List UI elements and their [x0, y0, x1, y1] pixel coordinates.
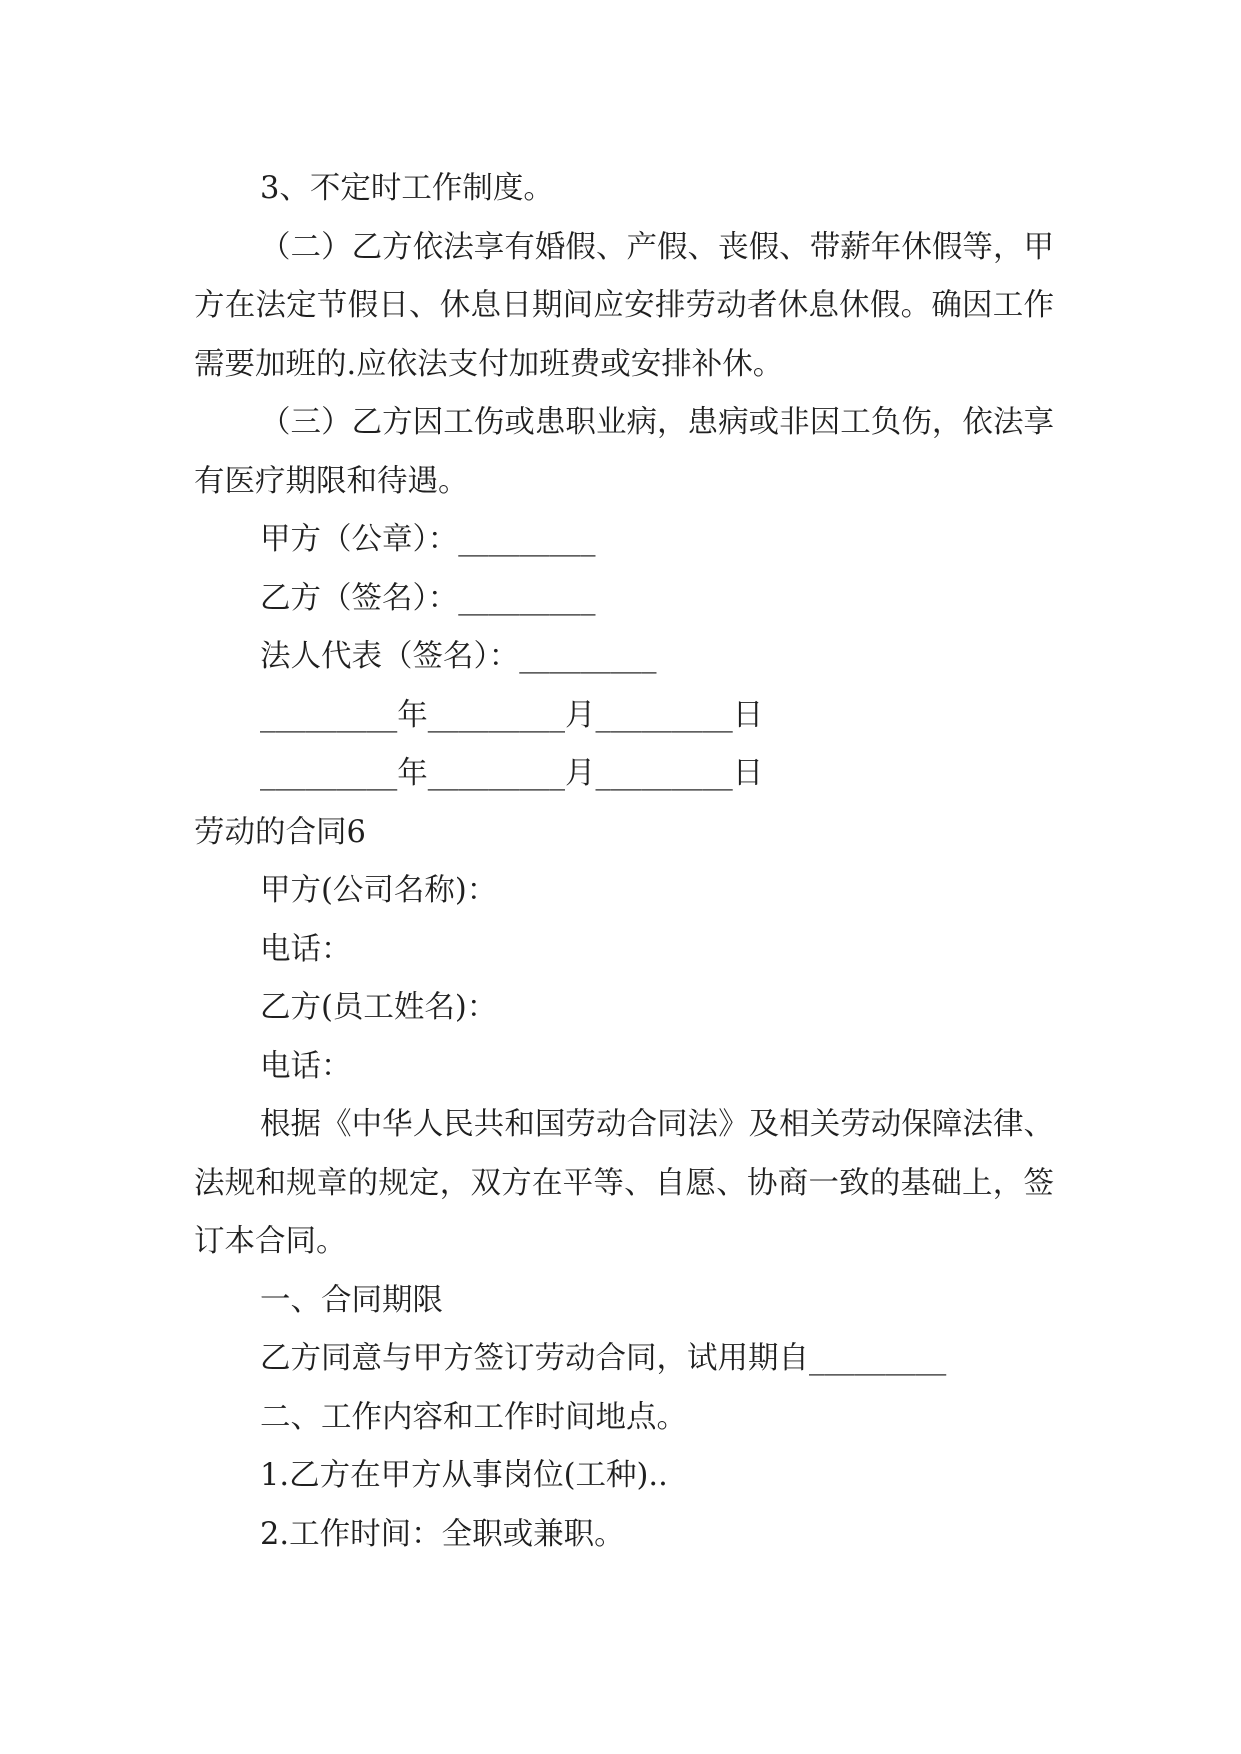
party-b-employee-name: 乙方(员工姓名)： — [260, 990, 498, 1025]
item-working-time: 2.工作时间：全职或兼职。 — [260, 1516, 625, 1552]
clause-heading-work-content: 二、工作内容和工作时间地点。 — [260, 1399, 687, 1435]
document-body — [194, 160, 1054, 1564]
party-b-phone: 电话： — [260, 1048, 352, 1084]
item-position: 1.乙方在甲方从事岗位(工种).. — [260, 1458, 668, 1493]
paragraph-leave-rights: （二）乙方依法享有婚假、产假、丧假、带薪年休假等，甲方在法定节假日、休息日期间应安排劳动者休息休假。确因工作需要加班的.应依法支付加班费或安排补休。 — [194, 229, 1054, 382]
paragraph-injury-medical: （三）乙方因工伤或患职业病，患病或非因工负伤，依法享有医疗期限和待遇。 — [194, 405, 1054, 499]
clause-heading-contract-term: 一、合同期限 — [260, 1282, 443, 1318]
signature-legal-representative: 法人代表（签名）：_________ — [260, 639, 657, 674]
section-heading-contract-6: 劳动的合同6 — [194, 814, 366, 850]
paragraph-legal-basis: 根据《中华人民共和国劳动合同法》及相关劳动保障法律、法规和规章的规定，双方在平等、自愿、协商一致的基础上，签订本合同。 — [194, 1107, 1054, 1259]
signature-party-a-seal: 甲方（公章）：_________ — [260, 522, 596, 557]
party-a-phone: 电话： — [260, 931, 352, 967]
paragraph-3-irregular-hours: 3、不定时工作制度。 — [260, 171, 554, 206]
party-a-company-name: 甲方(公司名称)： — [260, 873, 498, 908]
date-line-1: _________年_________月_________日 — [260, 697, 764, 733]
paragraph-probation-period: 乙方同意与甲方签订劳动合同，试用期自_________ — [260, 1341, 947, 1376]
date-line-2: _________年_________月_________日 — [260, 756, 764, 791]
signature-party-b: 乙方（签名）：_________ — [260, 580, 596, 616]
